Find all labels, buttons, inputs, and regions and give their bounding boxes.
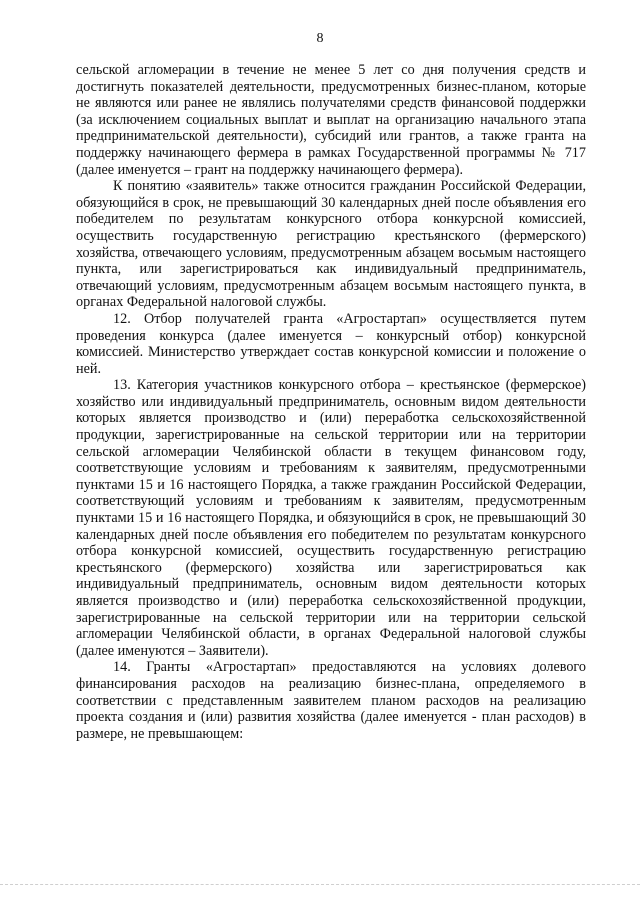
page-number: 8	[316, 31, 324, 46]
paragraph-item-14: 14. Гранты «Агростартап» предоставляются на условиях долевого финансирования расходов на реализацию бизнес-плана, определяемого в соответствии с представленным заявителем планом расходов на реализацию проекта создания и (или) развития хозяйства (далее именуется - план расходов) в размере, не превышающем:	[76, 659, 586, 742]
scan-edge-divider	[0, 884, 640, 885]
paragraph-item-12: 12. Отбор получателей гранта «Агростартап» осуществляется путем проведения конкурса (далее именуется – конкурсный отбор) конкурсной комиссией. Министерство утверждает состав конкурсной комиссии и положение о ней.	[76, 310, 586, 377]
paragraph-continuation: сельской агломерации в течение не менее 5 лет со дня получения средств и достигнуть показателей деятельности, предусмотренных бизнес-планом, которые не являются или ранее не являлись получателями средств финансовой поддержки (за исключением социальных выплат и выплат на организацию начального этапа предпринимательской деятельности), субсидий или грантов, а также гранта на поддержку начинающего фермера в рамках Государственной программы № 717 (далее именуется – грант на поддержку начинающего фермера).	[76, 62, 586, 178]
paragraph-applicant-definition: К понятию «заявитель» также относится гражданин Российской Федерации, обязующийся в срок, не превышающий 30 календарных дней после объявления его победителем по результатам конкурсного отбора конкурсной комиссией, осуществить государственную регистрацию крестьянского (фермерского) хозяйства, отвечающего условиям, предусмотренным абзацем восьмым настоящего пункта, или зарегистрироваться как индивидуальный предприниматель, отвечающий условиям, предусмотренным абзацем восьмым настоящего пункта, в органах Федеральной налоговой службы.	[76, 178, 586, 311]
paragraph-item-13: 13. Категория участников конкурсного отбора – крестьянское (фермерское) хозяйство или индивидуальный предприниматель, основным видом деятельности которых является производство и (или) переработка сельскохозяйственной продукции, зарегистрированные на сельской территории или на территории сельской агломерации Челябинской области в текущем финансовом году, соответствующие условиям и требованиям к заявителям, предусмотренными пунктами 15 и 16 настоящего Порядка, а также гражданин Российской Федерации, соответствующий условиям и требованиям к заявителям, предусмотренным пунктами 15 и 16 настоящего Порядка, и обязующийся в срок, не превышающий 30 календарных дней после объявления его победителем по результатам конкурсного отбора конкурсной комиссией, осуществить государственную регистрацию крестьянского (фермерского) хозяйства или зарегистрироваться как индивидуальный предприниматель, основным видом деятельности которых является производство и (или) переработка сельскохозяйственной продукции, зарегистрированные на сельской территории или на территории сельской агломерации Челябинской области, в органах Федеральной налоговой службы (далее именуются – Заявители).	[76, 377, 586, 659]
document-body	[76, 62, 586, 742]
